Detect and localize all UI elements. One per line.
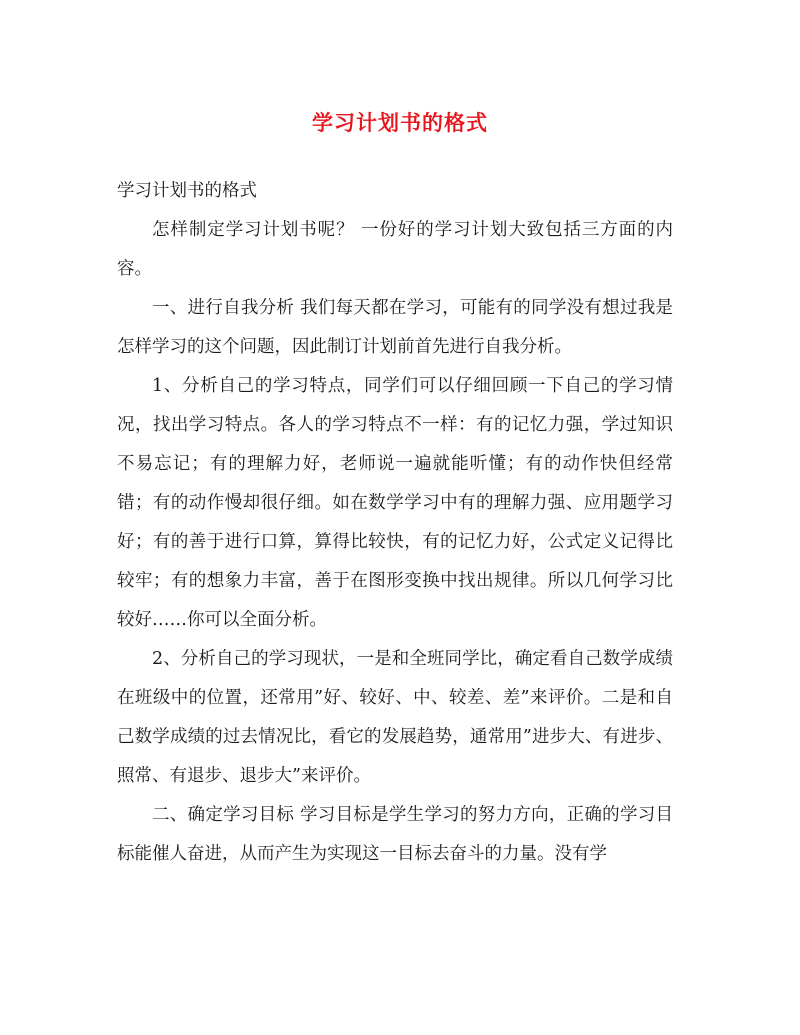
paragraph-learning-traits: 1、分析自己的学习特点，同学们可以仔细回顾一下自己的学习情况，找出学习特点。各人的学习特点不一样：有的记忆力强，学过知识不易忘记；有的理解力好，老师说一遍就能听懂；有的动作快但经常错；有的动作慢却很仔细。如在数学学习中有的理解力强、应用题学习好；有的善于进行口算，算得比较快，有的记忆力好，公式定义记得比较牢；有的想象力丰富，善于在图形变换中找出规律。所以几何学习比较好……你可以全面分析。 [117, 376, 673, 630]
paragraph-intro: 怎样制定学习计划书呢？ 一份好的学习计划大致包括三方面的内容。 [117, 220, 673, 279]
paragraph-learning-status: 2、分析自己的学习现状，一是和全班同学比，确定看自己数学成绩在班级中的位置，还常用”好、较好、中、较差、差”来评价。二是和自己数学成绩的过去情况比，看它的发展趋势，通常用”进步大、有进步、照常、有退步、退步大”来评价。 [117, 649, 673, 786]
paragraph-heading: 学习计划书的格式 [117, 181, 257, 201]
paragraph-learning-goals: 二、确定学习目标 学习目标是学生学习的努力方向，正确的学习目标能催人奋进，从而产生为实现这一目标去奋斗的力量。没有学 [117, 805, 673, 864]
document-body [117, 172, 673, 874]
document-title: 学习计划书的格式 [312, 110, 488, 135]
paragraph-self-analysis: 一、进行自我分析 我们每天都在学习，可能有的同学没有想过我是怎样学习的这个问题，因此制订计划前首先进行自我分析。 [117, 298, 673, 357]
